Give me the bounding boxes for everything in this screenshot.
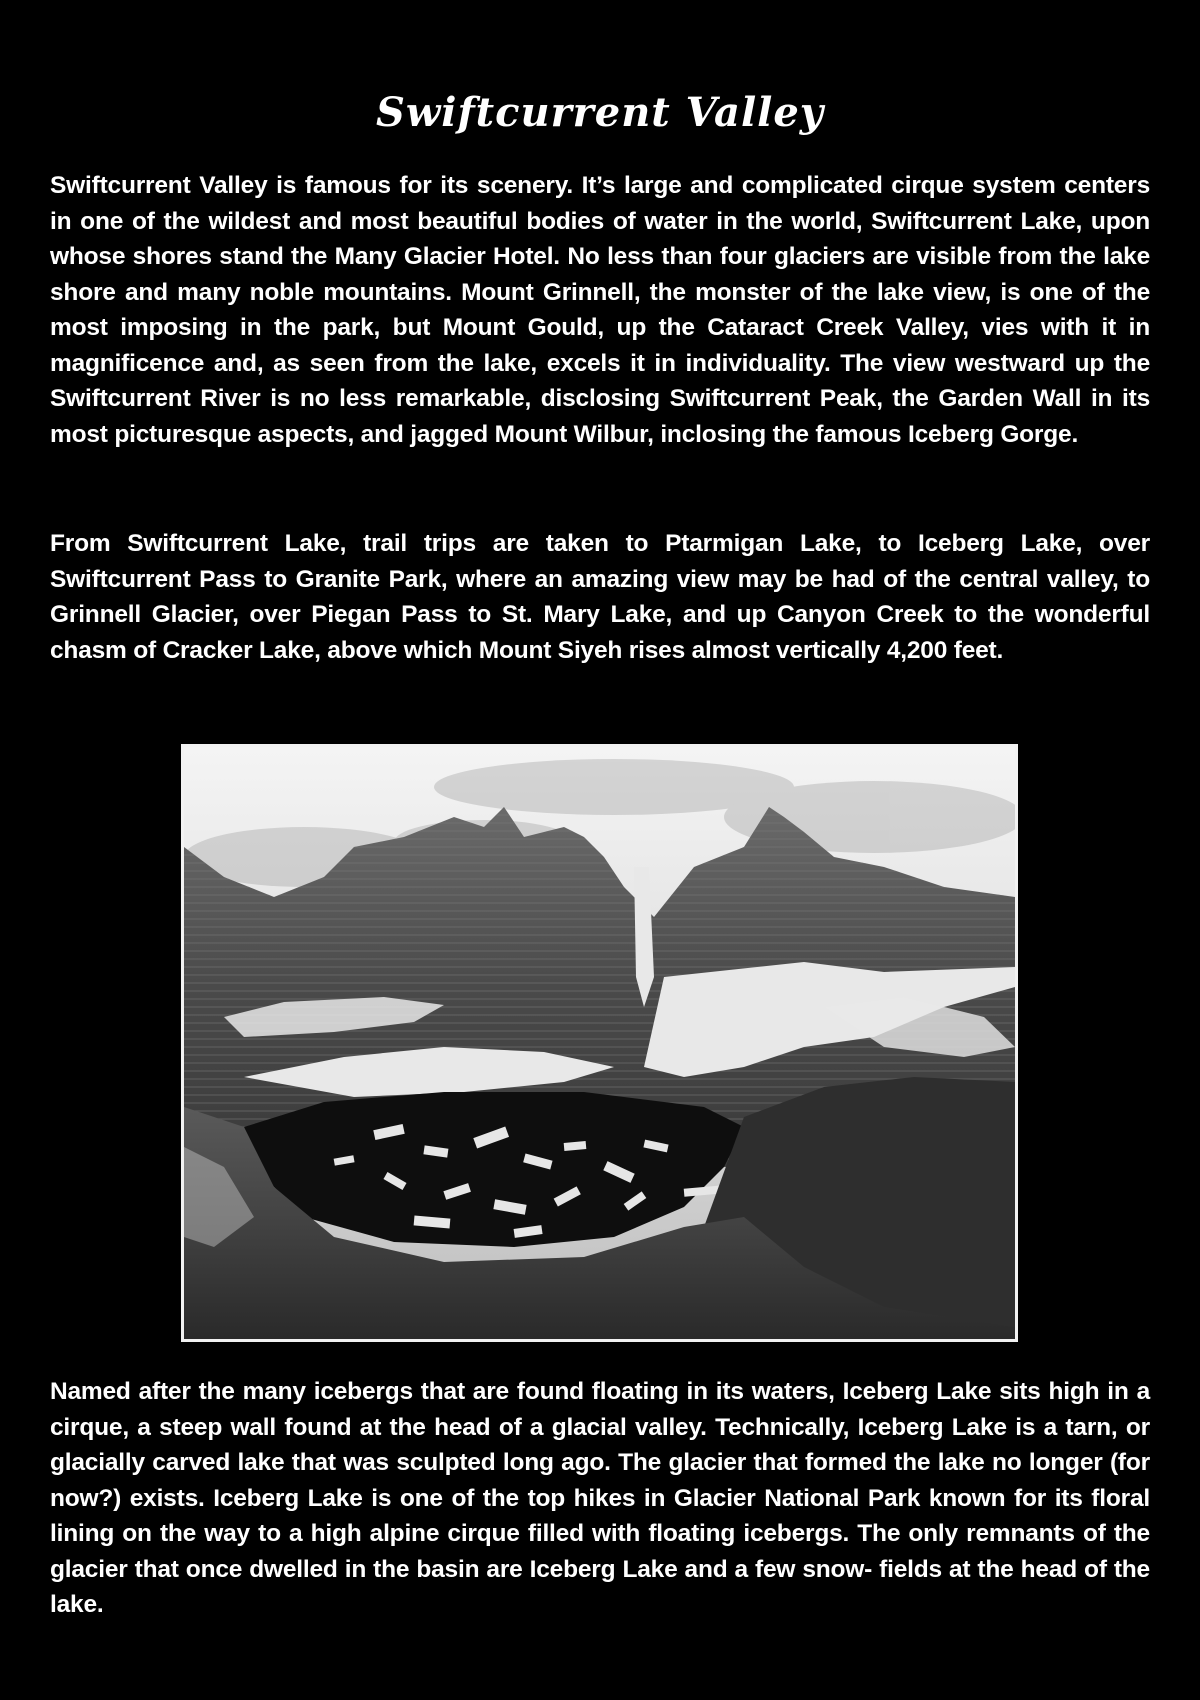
iceberg-lake-photo — [181, 744, 1018, 1342]
trail-trips-paragraph: From Swiftcurrent Lake, trail trips are taken to Ptarmigan Lake, to Iceberg Lake, over Swiftcurrent Pass to Granite Park, where an amazing view may be had of the central valley, to Grinnell Glacier, over Piegan Pass to St. Mary Lake, and up Canyon Creek to the wonderful chasm of Cracker Lake, above which Mount Siyeh rises almost vertically 4,200 feet. — [50, 530, 1150, 664]
page-title: Swiftcurrent Valley — [375, 88, 825, 136]
landscape-illustration — [184, 747, 1015, 1339]
intro-paragraph: Swiftcurrent Valley is famous for its scenery. It’s large and complicated cirque system centers in one of the wildest and most beautiful bodies of water in the world, Swiftcurrent Lake, upon whose shores stand the Many Glacier Hotel. No less than four glaciers are visible from the lake shore and many noble mountains. Mount Grinnell, the monster of the lake view, is one of the most imposing in the park, but Mount Gould, up the Cataract Creek Valley, vies with it in magnificence and, as seen from the lake, excels it in individuality. The view westward up the Swiftcurrent River is no less remarkable, disclosing Swiftcurrent Peak, the Garden Wall in its most picturesque aspects, and jagged Mount Wilbur, inclosing the famous Iceberg Gorge. — [50, 172, 1150, 448]
iceberg-lake-paragraph: Named after the many icebergs that are found floating in its waters, Iceberg Lake sits high in a cirque, a steep wall found at the head of a glacial valley. Technically, Iceberg Lake is a tarn, or glacially carved lake that was sculpted long ago. The glacier that formed the lake no longer (for now?) exists. Iceberg Lake is one of the top hikes in Glacier National Park known for its floral lining on the way to a high alpine cirque filled with floating icebergs. The only remnants of the glacier that once dwelled in the basin are Iceberg Lake and a few snow- fields at the head of the lake. — [50, 1378, 1150, 1618]
